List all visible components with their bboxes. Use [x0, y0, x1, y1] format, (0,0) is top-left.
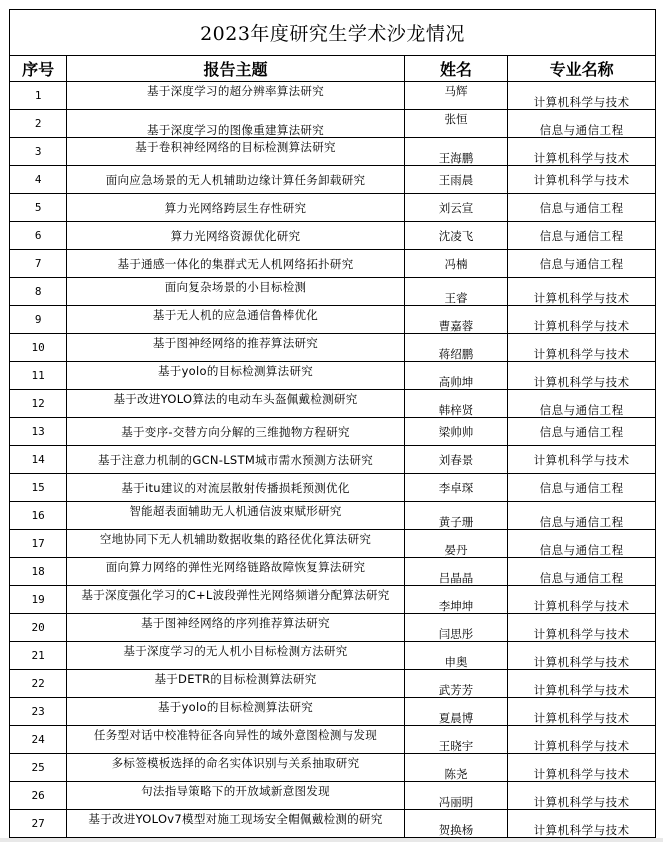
- cell-name[interactable]: [404, 754, 507, 782]
- cell-major[interactable]: [508, 418, 656, 446]
- cell-name[interactable]: [404, 698, 507, 726]
- cell-major[interactable]: [508, 558, 656, 586]
- name-text: 张恒: [444, 111, 468, 126]
- table-row: [10, 306, 656, 334]
- major-text: 计算机科学与技术: [533, 682, 630, 697]
- major-text: 计算机科学与技术: [533, 598, 630, 613]
- major-text: 计算机科学与技术: [533, 626, 630, 641]
- name-text: 沈凌飞: [438, 228, 474, 243]
- index-text: 12: [31, 396, 45, 410]
- window-bottom-edge: [0, 838, 663, 842]
- cell-name[interactable]: [404, 810, 507, 838]
- cell-topic[interactable]: [67, 222, 405, 250]
- table-row: [10, 530, 656, 558]
- cell-index[interactable]: [10, 250, 67, 278]
- cell-topic[interactable]: [67, 306, 405, 334]
- name-text: 韩梓贤: [438, 402, 474, 417]
- cell-topic[interactable]: [67, 82, 405, 110]
- table-row: [10, 334, 656, 362]
- major-text: 计算机科学与技术: [533, 374, 630, 389]
- cell-name[interactable]: [404, 530, 507, 558]
- cell-major[interactable]: [508, 166, 656, 194]
- name-text: 陈尧: [444, 766, 468, 781]
- table-row: [10, 810, 656, 838]
- name-text: 黄子珊: [438, 514, 474, 529]
- cell-topic[interactable]: [67, 530, 405, 558]
- table-body: [10, 82, 656, 838]
- table-row: [10, 138, 656, 166]
- major-text: 信息与通信工程: [539, 514, 624, 529]
- cell-index[interactable]: [10, 362, 67, 390]
- cell-major[interactable]: [508, 810, 656, 838]
- table-row: [10, 250, 656, 278]
- index-text: 4: [34, 172, 42, 186]
- cell-topic[interactable]: [67, 138, 405, 166]
- cell-topic[interactable]: [67, 278, 405, 306]
- name-text: 李卓琛: [438, 480, 474, 495]
- topic-text: 基于深度强化学习的C+L波段弹性光网络频谱分配算法研究: [81, 587, 390, 602]
- table-row: [10, 166, 656, 194]
- cell-index[interactable]: [10, 726, 67, 754]
- index-text: 26: [31, 788, 45, 802]
- index-text: 10: [31, 340, 45, 354]
- topic-text: 基于yolo的目标检测算法研究: [157, 699, 314, 714]
- cell-index[interactable]: [10, 390, 67, 418]
- index-text: 17: [31, 536, 45, 550]
- cell-major[interactable]: [508, 390, 656, 418]
- cell-major[interactable]: [508, 362, 656, 390]
- topic-text: 基于通感一体化的集群式无人机网络拓扑研究: [117, 256, 354, 271]
- cell-index[interactable]: [10, 194, 67, 222]
- cell-name[interactable]: [404, 278, 507, 306]
- table-row: [10, 446, 656, 474]
- cell-index[interactable]: [10, 810, 67, 838]
- topic-text: 基于改进YOLOv7模型对施工现场安全帽佩戴检测的研究: [88, 811, 383, 826]
- major-text: 计算机科学与技术: [533, 150, 630, 165]
- major-text: 计算机科学与技术: [533, 172, 630, 187]
- topic-text: 面向应急场景的无人机辅助边缘计算任务卸载研究: [105, 172, 366, 187]
- cell-topic[interactable]: [67, 754, 405, 782]
- cell-name[interactable]: [404, 390, 507, 418]
- cell-name[interactable]: [404, 782, 507, 810]
- topic-text: 面向算力网络的弹性光网络链路故障恢复算法研究: [105, 559, 366, 574]
- cell-name[interactable]: [404, 138, 507, 166]
- cell-major[interactable]: [508, 306, 656, 334]
- title-row: [10, 10, 656, 56]
- cell-topic[interactable]: [67, 670, 405, 698]
- major-text: 信息与通信工程: [539, 542, 624, 557]
- cell-name[interactable]: [404, 418, 507, 446]
- table-row: [10, 558, 656, 586]
- cell-topic[interactable]: [67, 502, 405, 530]
- topic-text: 基于DETR的目标检测算法研究: [154, 671, 317, 686]
- topic-text: 基于图神经网络的序列推荐算法研究: [141, 615, 330, 630]
- table-row: [10, 278, 656, 306]
- topic-text: 句法指导策略下的开放域新意图发现: [141, 783, 330, 798]
- topic-text: 算力光网络跨层生存性研究: [164, 200, 307, 215]
- name-text: 贺换杨: [438, 822, 474, 837]
- cell-index[interactable]: [10, 586, 67, 614]
- cell-index[interactable]: [10, 306, 67, 334]
- cell-index[interactable]: [10, 698, 67, 726]
- table-row: [10, 698, 656, 726]
- name-text: 夏晨博: [438, 710, 474, 725]
- major-text: 信息与通信工程: [539, 424, 624, 439]
- header-index[interactable]: 序号: [10, 56, 67, 82]
- topic-text: 基于无人机的应急通信鲁棒优化: [152, 307, 319, 322]
- major-text: 计算机科学与技术: [533, 452, 630, 467]
- table-row: [10, 642, 656, 670]
- cell-index[interactable]: [10, 166, 67, 194]
- topic-text: 基于yolo的目标检测算法研究: [157, 363, 314, 378]
- salon-table: [9, 9, 656, 838]
- topic-text: 基于改进YOLO算法的电动车头盔佩戴检测研究: [113, 391, 358, 406]
- cell-name[interactable]: [404, 306, 507, 334]
- cell-name[interactable]: [404, 222, 507, 250]
- name-text: 马辉: [444, 83, 468, 98]
- cell-major[interactable]: [508, 82, 656, 110]
- table-row: [10, 362, 656, 390]
- cell-name[interactable]: [404, 614, 507, 642]
- cell-topic[interactable]: [67, 474, 405, 502]
- major-text: 计算机科学与技术: [533, 822, 630, 837]
- header-topic[interactable]: 报告主题: [67, 56, 405, 82]
- cell-major[interactable]: [508, 446, 656, 474]
- cell-name[interactable]: [404, 362, 507, 390]
- name-text: 刘春景: [438, 452, 474, 467]
- table-row: [10, 110, 656, 138]
- cell-name[interactable]: [404, 250, 507, 278]
- cell-topic[interactable]: [67, 390, 405, 418]
- cell-index[interactable]: [10, 82, 67, 110]
- table-row: [10, 614, 656, 642]
- cell-name[interactable]: [404, 558, 507, 586]
- topic-text: 空地协同下无人机辅助数据收集的路径优化算法研究: [99, 531, 372, 546]
- cell-index[interactable]: [10, 782, 67, 810]
- index-text: 20: [31, 620, 45, 634]
- topic-text: 基于变序-交替方向分解的三维抛物方程研究: [121, 424, 350, 439]
- cell-major[interactable]: [508, 138, 656, 166]
- cell-major[interactable]: [508, 110, 656, 138]
- index-text: 22: [31, 676, 45, 690]
- cell-topic[interactable]: [67, 558, 405, 586]
- table-row: [10, 726, 656, 754]
- header-name[interactable]: 姓名: [404, 56, 507, 82]
- cell-major[interactable]: [508, 334, 656, 362]
- cell-major[interactable]: [508, 614, 656, 642]
- spreadsheet: [9, 9, 656, 838]
- name-text: 王晓宇: [438, 738, 474, 753]
- cell-index[interactable]: [10, 754, 67, 782]
- cell-topic[interactable]: [67, 810, 405, 838]
- index-text: 7: [34, 256, 42, 270]
- table-row: [10, 502, 656, 530]
- table-row: [10, 418, 656, 446]
- cell-index[interactable]: [10, 418, 67, 446]
- cell-index[interactable]: [10, 642, 67, 670]
- name-text: 王海鹏: [438, 150, 474, 165]
- table-title[interactable]: 2023年度研究生学术沙龙情况: [10, 10, 656, 56]
- topic-text: 算力光网络资源优化研究: [170, 228, 301, 243]
- major-text: 计算机科学与技术: [533, 346, 630, 361]
- cell-name[interactable]: [404, 502, 507, 530]
- major-text: 信息与通信工程: [539, 228, 624, 243]
- index-text: 5: [34, 200, 42, 214]
- name-text: 李坤坤: [438, 598, 474, 613]
- cell-index[interactable]: [10, 670, 67, 698]
- table-row: [10, 586, 656, 614]
- cell-index[interactable]: [10, 278, 67, 306]
- name-text: 冯楠: [444, 256, 468, 271]
- cell-major[interactable]: [508, 782, 656, 810]
- index-text: 13: [31, 424, 45, 438]
- cell-major[interactable]: [508, 474, 656, 502]
- cell-major[interactable]: [508, 586, 656, 614]
- cell-topic[interactable]: [67, 614, 405, 642]
- major-text: 信息与通信工程: [539, 256, 624, 271]
- major-text: 计算机科学与技术: [533, 318, 630, 333]
- cell-major[interactable]: [508, 250, 656, 278]
- cell-index[interactable]: [10, 334, 67, 362]
- cell-topic[interactable]: [67, 726, 405, 754]
- index-text: 9: [34, 312, 42, 326]
- major-text: 信息与通信工程: [539, 402, 624, 417]
- cell-index[interactable]: [10, 614, 67, 642]
- cell-name[interactable]: [404, 446, 507, 474]
- index-text: 24: [31, 732, 45, 746]
- cell-topic[interactable]: [67, 418, 405, 446]
- major-text: 信息与通信工程: [539, 570, 624, 585]
- table-row: [10, 194, 656, 222]
- topic-text: 基于深度学习的超分辨率算法研究: [147, 83, 325, 98]
- cell-name[interactable]: [404, 726, 507, 754]
- index-text: 2: [34, 116, 42, 130]
- major-text: 信息与通信工程: [539, 122, 624, 137]
- cell-topic[interactable]: [67, 194, 405, 222]
- name-text: 王雨晨: [438, 172, 474, 187]
- topic-text: 面向复杂场景的小目标检测: [164, 279, 307, 294]
- name-text: 吕晶晶: [438, 570, 474, 585]
- name-text: 闫思彤: [438, 626, 474, 641]
- cell-name[interactable]: [404, 474, 507, 502]
- cell-major[interactable]: [508, 222, 656, 250]
- index-text: 19: [31, 592, 45, 606]
- cell-name[interactable]: [404, 110, 507, 138]
- name-text: 王睿: [444, 290, 468, 305]
- cell-name[interactable]: [404, 166, 507, 194]
- major-text: 计算机科学与技术: [533, 94, 630, 109]
- name-text: 高帅坤: [438, 374, 474, 389]
- cell-major[interactable]: [508, 502, 656, 530]
- index-text: 21: [31, 648, 45, 662]
- cell-name[interactable]: [404, 334, 507, 362]
- table-row: [10, 222, 656, 250]
- index-text: 1: [34, 88, 42, 102]
- cell-index[interactable]: [10, 502, 67, 530]
- cell-index[interactable]: [10, 110, 67, 138]
- cell-name[interactable]: [404, 670, 507, 698]
- major-text: 信息与通信工程: [539, 480, 624, 495]
- cell-topic[interactable]: [67, 166, 405, 194]
- major-text: 计算机科学与技术: [533, 766, 630, 781]
- index-text: 6: [34, 228, 42, 242]
- index-text: 15: [31, 480, 45, 494]
- major-text: 信息与通信工程: [539, 200, 624, 215]
- name-text: 蒋绍鹏: [438, 346, 474, 361]
- cell-major[interactable]: [508, 670, 656, 698]
- cell-topic[interactable]: [67, 110, 405, 138]
- cell-topic[interactable]: [67, 250, 405, 278]
- cell-major[interactable]: [508, 698, 656, 726]
- index-text: 3: [34, 144, 42, 158]
- topic-text: 基于深度学习的图像重建算法研究: [147, 122, 325, 137]
- table-row: [10, 670, 656, 698]
- cell-major[interactable]: [508, 726, 656, 754]
- name-text: 冯丽明: [438, 794, 474, 809]
- topic-text: 基于itu建议的对流层散射传播损耗预测优化: [121, 480, 350, 495]
- index-text: 25: [31, 760, 45, 774]
- topic-text: 智能超表面辅助无人机通信波束赋形研究: [129, 503, 342, 518]
- cell-name[interactable]: [404, 194, 507, 222]
- index-text: 18: [31, 564, 45, 578]
- name-text: 武芳芳: [438, 682, 474, 697]
- name-text: 刘云宣: [438, 200, 474, 215]
- topic-text: 基于卷积神经网络的目标检测算法研究: [135, 139, 336, 154]
- topic-text: 基于图神经网络的推荐算法研究: [152, 335, 319, 350]
- cell-major[interactable]: [508, 194, 656, 222]
- cell-major[interactable]: [508, 530, 656, 558]
- cell-topic[interactable]: [67, 334, 405, 362]
- name-text: 晏丹: [444, 542, 468, 557]
- table-row: [10, 82, 656, 110]
- cell-topic[interactable]: [67, 642, 405, 670]
- cell-index[interactable]: [10, 474, 67, 502]
- name-text: 梁帅帅: [438, 424, 474, 439]
- index-text: 11: [31, 368, 45, 382]
- cell-major[interactable]: [508, 754, 656, 782]
- cell-topic[interactable]: [67, 782, 405, 810]
- cell-topic[interactable]: [67, 698, 405, 726]
- header-row: [10, 56, 656, 82]
- table-row: [10, 390, 656, 418]
- cell-name[interactable]: [404, 82, 507, 110]
- cell-topic[interactable]: [67, 446, 405, 474]
- index-text: 14: [31, 452, 45, 466]
- cell-index[interactable]: [10, 558, 67, 586]
- index-text: 8: [34, 284, 42, 298]
- header-major[interactable]: 专业名称: [508, 56, 656, 82]
- major-text: 计算机科学与技术: [533, 710, 630, 725]
- cell-index[interactable]: [10, 530, 67, 558]
- topic-text: 基于深度学习的无人机小目标检测方法研究: [123, 643, 348, 658]
- major-text: 计算机科学与技术: [533, 738, 630, 753]
- index-text: 23: [31, 704, 45, 718]
- cell-topic[interactable]: [67, 586, 405, 614]
- cell-major[interactable]: [508, 642, 656, 670]
- major-text: 计算机科学与技术: [533, 290, 630, 305]
- cell-name[interactable]: [404, 586, 507, 614]
- cell-index[interactable]: [10, 138, 67, 166]
- topic-text: 任务型对话中校准特征各向异性的域外意图检测与发现: [93, 727, 378, 742]
- topic-text: 多标签模板选择的命名实体识别与关系抽取研究: [111, 755, 360, 770]
- major-text: 计算机科学与技术: [533, 654, 630, 669]
- cell-index[interactable]: [10, 222, 67, 250]
- cell-index[interactable]: [10, 446, 67, 474]
- name-text: 申奥: [444, 654, 468, 669]
- table-row: [10, 782, 656, 810]
- topic-text: 基于注意力机制的GCN-LSTM城市需水预测方法研究: [97, 452, 374, 467]
- index-text: 16: [31, 508, 45, 522]
- table-row: [10, 754, 656, 782]
- major-text: 计算机科学与技术: [533, 794, 630, 809]
- table-row: [10, 474, 656, 502]
- name-text: 曹嘉蓉: [438, 318, 474, 333]
- index-text: 27: [31, 816, 45, 830]
- cell-major[interactable]: [508, 278, 656, 306]
- cell-topic[interactable]: [67, 362, 405, 390]
- cell-name[interactable]: [404, 642, 507, 670]
